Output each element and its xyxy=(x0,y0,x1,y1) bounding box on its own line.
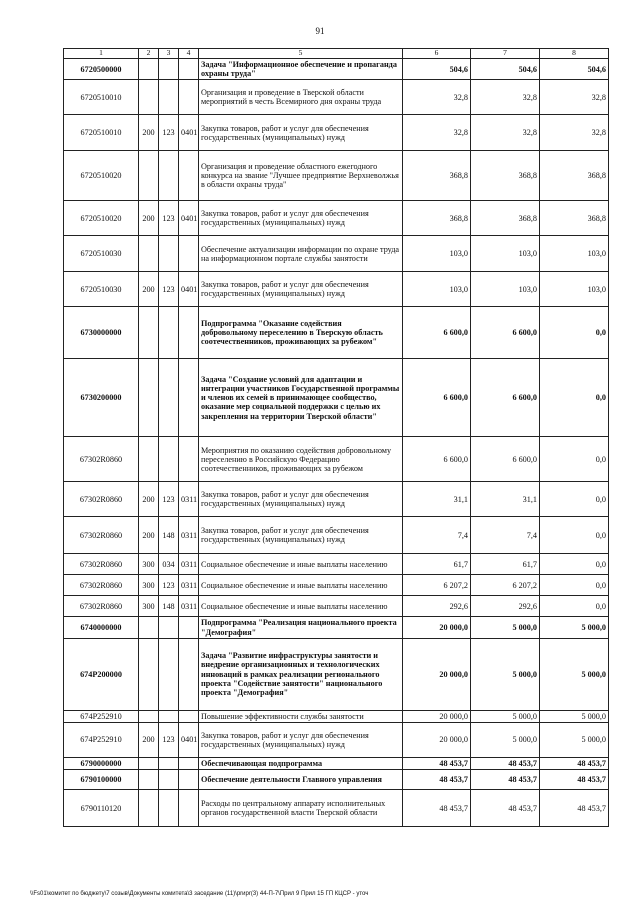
row-value-8: 48 453,7 xyxy=(540,770,609,790)
row-value-8: 368,8 xyxy=(540,151,609,201)
column-number: 4 xyxy=(179,49,199,59)
row-name: Мероприятия по оказанию содействия добровольному переселению в Российскую Федерацию соотечественников, проживающих за рубежом xyxy=(199,437,403,482)
row-col2 xyxy=(139,757,159,769)
row-name: Повышение эффективности службы занятости xyxy=(199,710,403,722)
row-value-7: 103,0 xyxy=(471,272,540,307)
row-col4 xyxy=(179,757,199,769)
row-col3 xyxy=(159,617,179,638)
row-col2: 300 xyxy=(139,554,159,575)
row-value-8: 32,8 xyxy=(540,80,609,115)
row-name: Закупка товаров, работ и услуг для обеспечения государственных (муниципальных) нужд xyxy=(199,272,403,307)
row-value-6: 31,1 xyxy=(403,482,471,517)
row-code: 6730000000 xyxy=(64,307,139,359)
table-row xyxy=(64,770,609,790)
row-value-6: 504,6 xyxy=(403,59,471,80)
table-row xyxy=(64,359,609,437)
row-col4 xyxy=(179,617,199,638)
row-col2 xyxy=(139,710,159,722)
row-col4 xyxy=(179,59,199,80)
row-code: 6720510030 xyxy=(64,236,139,272)
row-value-7: 6 207,2 xyxy=(471,575,540,596)
row-value-7: 504,6 xyxy=(471,59,540,80)
row-name: Подпрограмма "Реализация национального проекта "Демография" xyxy=(199,617,403,638)
row-value-7: 6 600,0 xyxy=(471,359,540,437)
row-code: 6790000000 xyxy=(64,757,139,769)
row-col4 xyxy=(179,151,199,201)
row-col3: 123 xyxy=(159,482,179,517)
row-value-8: 0,0 xyxy=(540,437,609,482)
row-value-7: 31,1 xyxy=(471,482,540,517)
row-code: 67302R0860 xyxy=(64,517,139,554)
column-number: 3 xyxy=(159,49,179,59)
row-code: 6720510020 xyxy=(64,151,139,201)
row-col3: 123 xyxy=(159,115,179,151)
row-value-6: 7,4 xyxy=(403,517,471,554)
column-number: 5 xyxy=(199,49,403,59)
row-value-8: 368,8 xyxy=(540,201,609,236)
row-value-6: 61,7 xyxy=(403,554,471,575)
row-value-8: 0,0 xyxy=(540,575,609,596)
row-name: Подпрограмма "Оказание содействия добровольному переселению в Тверскую область соотечественников, проживающих за рубежом" xyxy=(199,307,403,359)
row-col3 xyxy=(159,437,179,482)
row-value-8: 504,6 xyxy=(540,59,609,80)
row-value-7: 5 000,0 xyxy=(471,710,540,722)
row-value-6: 48 453,7 xyxy=(403,790,471,827)
row-code: 6720510020 xyxy=(64,201,139,236)
row-col3: 123 xyxy=(159,272,179,307)
row-value-8: 5 000,0 xyxy=(540,710,609,722)
row-value-6: 32,8 xyxy=(403,115,471,151)
row-value-6: 48 453,7 xyxy=(403,770,471,790)
row-value-7: 48 453,7 xyxy=(471,770,540,790)
row-col3: 034 xyxy=(159,554,179,575)
row-col4 xyxy=(179,638,199,710)
row-col4: 0401 xyxy=(179,201,199,236)
row-col3 xyxy=(159,307,179,359)
table-row xyxy=(64,59,609,80)
row-value-7: 32,8 xyxy=(471,80,540,115)
row-col4: 0401 xyxy=(179,272,199,307)
table-row xyxy=(64,617,609,638)
row-col4 xyxy=(179,359,199,437)
row-col2 xyxy=(139,617,159,638)
row-col2 xyxy=(139,638,159,710)
row-col3 xyxy=(159,710,179,722)
row-code: 6720510010 xyxy=(64,115,139,151)
table-row xyxy=(64,554,609,575)
row-col4: 0311 xyxy=(179,517,199,554)
row-value-7: 368,8 xyxy=(471,151,540,201)
row-value-7: 103,0 xyxy=(471,236,540,272)
row-name: Закупка товаров, работ и услуг для обеспечения государственных (муниципальных) нужд xyxy=(199,482,403,517)
row-name: Социальное обеспечение и иные выплаты населению xyxy=(199,554,403,575)
page-number: 91 xyxy=(315,26,325,36)
row-col3: 123 xyxy=(159,722,179,757)
row-value-6: 103,0 xyxy=(403,272,471,307)
row-value-6: 20 000,0 xyxy=(403,722,471,757)
table-row xyxy=(64,757,609,769)
row-col3 xyxy=(159,59,179,80)
row-value-7: 6 600,0 xyxy=(471,307,540,359)
row-col4: 0311 xyxy=(179,482,199,517)
row-code: 6720510030 xyxy=(64,272,139,307)
row-value-8: 32,8 xyxy=(540,115,609,151)
row-code: 67302R0860 xyxy=(64,596,139,617)
row-value-6: 6 600,0 xyxy=(403,437,471,482)
table-row xyxy=(64,80,609,115)
row-col3 xyxy=(159,757,179,769)
row-code: 6720500000 xyxy=(64,59,139,80)
row-name: Социальное обеспечение и иные выплаты населению xyxy=(199,575,403,596)
table-row xyxy=(64,710,609,722)
row-name: Обеспечение деятельности Главного управления xyxy=(199,770,403,790)
row-col3: 148 xyxy=(159,596,179,617)
row-name: Закупка товаров, работ и услуг для обеспечения государственных (муниципальных) нужд xyxy=(199,722,403,757)
row-value-7: 61,7 xyxy=(471,554,540,575)
row-value-6: 368,8 xyxy=(403,151,471,201)
row-value-8: 0,0 xyxy=(540,554,609,575)
row-name: Задача "Создание условий для адаптации и интеграции участников Государственной программы и членов их семей в принимающее сообщество, оказание мер социальной поддержки с целью их закрепления на территории Тверской области" xyxy=(199,359,403,437)
table-row xyxy=(64,722,609,757)
table-row xyxy=(64,437,609,482)
row-name: Организация и проведение в Тверской области мероприятий в честь Всемирного дня охраны труда xyxy=(199,80,403,115)
row-col2 xyxy=(139,236,159,272)
row-code: 6790100000 xyxy=(64,770,139,790)
table-row xyxy=(64,575,609,596)
row-col2: 200 xyxy=(139,482,159,517)
table-row xyxy=(64,201,609,236)
row-name: Задача "Развитие инфраструктуры занятости и внедрение организационных и технологических инноваций в рамках реализации регионального проекта "Содействие занятости" национального проекта "Демография" xyxy=(199,638,403,710)
row-col4: 0311 xyxy=(179,596,199,617)
row-col4 xyxy=(179,307,199,359)
row-value-6: 6 207,2 xyxy=(403,575,471,596)
row-value-6: 32,8 xyxy=(403,80,471,115)
row-name: Закупка товаров, работ и услуг для обеспечения государственных (муниципальных) нужд xyxy=(199,201,403,236)
row-name: Закупка товаров, работ и услуг для обеспечения государственных (муниципальных) нужд xyxy=(199,115,403,151)
table-row xyxy=(64,236,609,272)
row-value-7: 368,8 xyxy=(471,201,540,236)
row-value-8: 0,0 xyxy=(540,517,609,554)
row-value-6: 103,0 xyxy=(403,236,471,272)
row-name: Задача "Информационное обеспечение и пропаганда охраны труда" xyxy=(199,59,403,80)
column-number: 2 xyxy=(139,49,159,59)
row-col2 xyxy=(139,59,159,80)
row-col3 xyxy=(159,80,179,115)
row-code: 674P200000 xyxy=(64,638,139,710)
table-row xyxy=(64,307,609,359)
row-value-6: 48 453,7 xyxy=(403,757,471,769)
row-value-6: 20 000,0 xyxy=(403,638,471,710)
row-code: 6790110120 xyxy=(64,790,139,827)
row-value-7: 7,4 xyxy=(471,517,540,554)
row-col2: 200 xyxy=(139,272,159,307)
row-value-8: 103,0 xyxy=(540,236,609,272)
row-col4: 0401 xyxy=(179,115,199,151)
row-value-7: 48 453,7 xyxy=(471,790,540,827)
row-col4 xyxy=(179,770,199,790)
column-number-row xyxy=(64,49,609,59)
row-col2: 200 xyxy=(139,517,159,554)
table-row xyxy=(64,272,609,307)
row-value-8: 103,0 xyxy=(540,272,609,307)
row-value-8: 5 000,0 xyxy=(540,638,609,710)
row-value-7: 48 453,7 xyxy=(471,757,540,769)
column-number: 8 xyxy=(540,49,609,59)
row-col4: 0311 xyxy=(179,575,199,596)
row-name: Закупка товаров, работ и услуг для обеспечения государственных (муниципальных) нужд xyxy=(199,517,403,554)
row-col3 xyxy=(159,359,179,437)
row-col2: 300 xyxy=(139,596,159,617)
row-code: 67302R0860 xyxy=(64,554,139,575)
row-col2 xyxy=(139,307,159,359)
row-value-6: 292,6 xyxy=(403,596,471,617)
row-col3: 123 xyxy=(159,575,179,596)
row-col4 xyxy=(179,236,199,272)
row-col2: 200 xyxy=(139,722,159,757)
row-col3 xyxy=(159,770,179,790)
table-row xyxy=(64,115,609,151)
row-col4 xyxy=(179,710,199,722)
row-name: Расходы по центральному аппарату исполнительных органов государственной власти Тверской области xyxy=(199,790,403,827)
row-col3: 123 xyxy=(159,201,179,236)
row-value-8: 5 000,0 xyxy=(540,722,609,757)
row-col3 xyxy=(159,236,179,272)
table-row xyxy=(64,596,609,617)
row-value-6: 6 600,0 xyxy=(403,359,471,437)
row-code: 6730200000 xyxy=(64,359,139,437)
row-value-8: 0,0 xyxy=(540,359,609,437)
row-code: 67302R0860 xyxy=(64,482,139,517)
row-col2 xyxy=(139,770,159,790)
row-col2 xyxy=(139,80,159,115)
table-row xyxy=(64,151,609,201)
row-col3 xyxy=(159,151,179,201)
row-value-7: 6 600,0 xyxy=(471,437,540,482)
row-col4: 0311 xyxy=(179,554,199,575)
row-col4: 0401 xyxy=(179,722,199,757)
row-col4 xyxy=(179,790,199,827)
row-value-8: 0,0 xyxy=(540,307,609,359)
table-row xyxy=(64,638,609,710)
row-code: 6740000000 xyxy=(64,617,139,638)
row-value-8: 48 453,7 xyxy=(540,790,609,827)
row-col3 xyxy=(159,790,179,827)
column-number: 7 xyxy=(471,49,540,59)
row-value-6: 368,8 xyxy=(403,201,471,236)
column-number: 6 xyxy=(403,49,471,59)
row-name: Организация и проведение областного ежегодного конкурса на звание "Лучшее предприятие Верхневолжья в области охраны труда" xyxy=(199,151,403,201)
row-name: Социальное обеспечение и иные выплаты населению xyxy=(199,596,403,617)
row-col2 xyxy=(139,151,159,201)
row-value-7: 292,6 xyxy=(471,596,540,617)
row-col2 xyxy=(139,437,159,482)
row-value-8: 0,0 xyxy=(540,596,609,617)
table-row xyxy=(64,517,609,554)
row-col2 xyxy=(139,359,159,437)
row-col2: 200 xyxy=(139,115,159,151)
row-value-6: 20 000,0 xyxy=(403,617,471,638)
row-value-8: 48 453,7 xyxy=(540,757,609,769)
row-value-8: 0,0 xyxy=(540,482,609,517)
row-code: 67302R0860 xyxy=(64,575,139,596)
row-value-7: 5 000,0 xyxy=(471,638,540,710)
row-value-7: 5 000,0 xyxy=(471,617,540,638)
table-row xyxy=(64,790,609,827)
row-code: 674P252910 xyxy=(64,722,139,757)
budget-table xyxy=(63,48,609,827)
column-number: 1 xyxy=(64,49,139,59)
row-value-7: 5 000,0 xyxy=(471,722,540,757)
row-code: 67302R0860 xyxy=(64,437,139,482)
row-code: 674P252910 xyxy=(64,710,139,722)
row-value-7: 32,8 xyxy=(471,115,540,151)
row-col4 xyxy=(179,437,199,482)
row-col2: 200 xyxy=(139,201,159,236)
row-col2 xyxy=(139,790,159,827)
row-col3: 148 xyxy=(159,517,179,554)
table-row xyxy=(64,482,609,517)
file-path-footer: \\Fs01\комитет по бюджету\7 созыв\Документы комитета\3 заседание (11)\prиpr(3) 44-П-7\Прил 9 Прил 15 ГП КЦСР - уточ xyxy=(30,891,369,897)
row-col2: 300 xyxy=(139,575,159,596)
row-code: 6720510010 xyxy=(64,80,139,115)
row-col4 xyxy=(179,80,199,115)
row-col3 xyxy=(159,638,179,710)
row-name: Обеспечивающая подпрограмма xyxy=(199,757,403,769)
row-value-8: 5 000,0 xyxy=(540,617,609,638)
row-name: Обеспечение актуализации информации по охране труда на информационном портале службы занятости xyxy=(199,236,403,272)
row-value-6: 6 600,0 xyxy=(403,307,471,359)
row-value-6: 20 000,0 xyxy=(403,710,471,722)
